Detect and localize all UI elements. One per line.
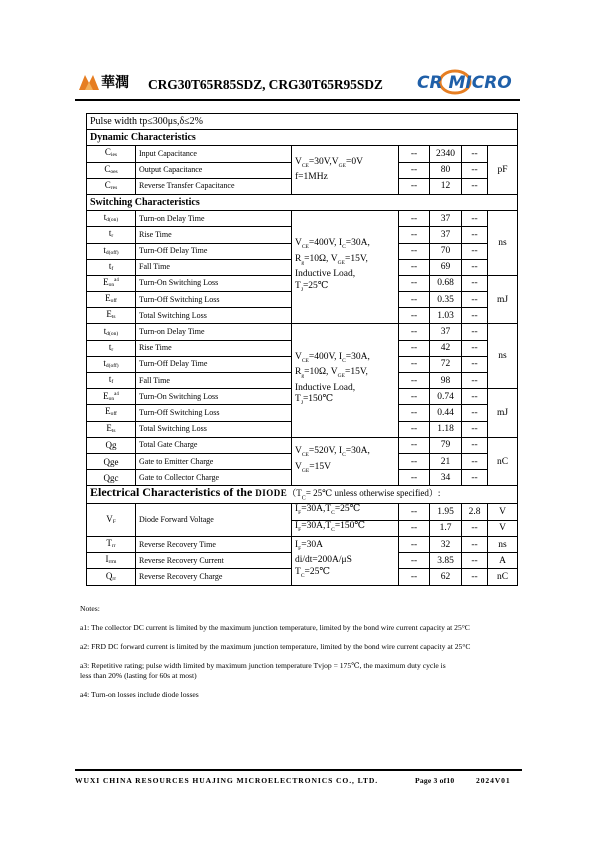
max-value: -- — [462, 537, 488, 553]
test-condition — [292, 146, 399, 195]
parameter-name: Fall Time — [136, 259, 292, 275]
max-value: -- — [462, 146, 488, 162]
switching-section-row — [87, 194, 518, 210]
condition-part: f=1MHz — [295, 172, 328, 183]
symbol: E — [106, 422, 112, 433]
max-value: -- — [462, 227, 488, 243]
min-value: -- — [399, 211, 430, 227]
symbol: E — [103, 390, 109, 401]
condition-part: =25℃ — [302, 280, 329, 291]
min-value: -- — [399, 259, 430, 275]
symbol-cell — [87, 504, 136, 537]
footer-page-number: Page 3 of10 — [415, 776, 455, 785]
diode-section-row — [87, 486, 518, 504]
parameter-name: Turn-Off Delay Time — [136, 356, 292, 372]
typ-value: 37 — [430, 211, 462, 227]
parameter-name: Total Switching Loss — [136, 421, 292, 437]
symbol: t — [108, 260, 112, 271]
parameter-name: Gate to Emitter Charge — [136, 453, 292, 469]
symbol-sup: a4 — [114, 391, 119, 397]
min-value: -- — [399, 324, 430, 340]
parameter-name: Fall Time — [136, 373, 292, 389]
header-rule — [75, 99, 520, 101]
unit-cell: V — [488, 504, 518, 520]
max-value: -- — [462, 292, 488, 308]
symbol-cell — [87, 324, 136, 340]
symbol: Q — [105, 570, 113, 581]
max-value: -- — [462, 162, 488, 178]
diode-vf-row — [87, 504, 518, 520]
condition-part: C — [342, 357, 346, 364]
note-a4: a4: Turn-on losses include diode losses — [80, 690, 199, 699]
unit-cell: ns — [488, 324, 518, 389]
typ-value: 32 — [430, 537, 462, 553]
min-value: -- — [399, 373, 430, 389]
symbol: t — [103, 212, 107, 223]
note-a3: a3: Repetitive rating; pulse width limited by maximum junction temperature Tvjop = 175℃, the maximum duty cycle is — [80, 661, 446, 670]
max-value: -- — [462, 243, 488, 259]
parameter-name: Reverse Transfer Capacitance — [136, 178, 292, 194]
condition-part: V — [295, 351, 302, 362]
switching-25c-rows — [87, 211, 518, 324]
symbol-sub: d(off) — [105, 249, 119, 256]
page-header — [75, 66, 520, 106]
condition-part: GE — [337, 259, 345, 266]
unit-cell: pF — [488, 146, 518, 195]
condition-part: =10Ω, V — [304, 367, 338, 378]
typ-value: 79 — [430, 437, 462, 453]
min-value: -- — [399, 308, 430, 324]
typ-value: 1.18 — [430, 421, 462, 437]
footer-version: 2024V01 — [476, 776, 511, 785]
condition-part: di/dt=200A/μS — [295, 555, 352, 566]
condition-part: =15V — [309, 461, 331, 472]
parameter-name: Output Capacitance — [136, 162, 292, 178]
max-value: -- — [462, 356, 488, 372]
condition-part: g — [301, 373, 305, 380]
symbol-cell — [87, 553, 136, 569]
symbol-sub: d(on) — [106, 217, 119, 224]
typ-value: 0.74 — [430, 389, 462, 405]
symbol-cell — [87, 340, 136, 356]
test-condition — [292, 520, 399, 536]
parameter-name: Total Switching Loss — [136, 308, 292, 324]
max-value: -- — [462, 421, 488, 437]
condition-part: =150℃ — [302, 394, 334, 405]
note-a2: a2: FRD DC forward current is limited by the maximum junction temperature, limited by the bond wire current capacity at 25°C — [80, 642, 471, 651]
condition-part: F — [298, 526, 302, 533]
condition-part: V — [295, 156, 302, 167]
document-title: CRG30T65R85SDZ, CRG30T65R95SDZ — [148, 77, 383, 92]
symbol-cell — [87, 178, 136, 194]
condition-part: =30V,V — [308, 156, 339, 167]
condition-part: =30A, — [345, 238, 370, 249]
condition-part: =10Ω, V — [304, 253, 338, 264]
parameter-name: Reverse Recovery Current — [136, 553, 292, 569]
symbol: T — [106, 538, 112, 549]
max-value: -- — [462, 569, 488, 585]
typ-value: 98 — [430, 373, 462, 389]
diode-section-title: Electrical Characteristics of the $DIODE(T_C=$ 25℃ unless otherwise specified）: — [87, 486, 518, 504]
symbol-cell — [87, 211, 136, 227]
condition-part: I — [295, 520, 299, 531]
switching-section-title: Switching Characteristics — [87, 194, 518, 210]
min-value: -- — [399, 405, 430, 421]
unit-cell: ns — [488, 211, 518, 276]
switching-150c-rows — [87, 324, 518, 437]
condition-part: GE — [301, 467, 310, 474]
condition-part: =400V, I — [308, 351, 343, 362]
parameter-name: Reverse Recovery Charge — [136, 569, 292, 585]
max-value: -- — [462, 520, 488, 536]
typ-value: 21 — [430, 453, 462, 469]
dynamic-section-row — [87, 130, 518, 146]
condition-part: T — [295, 394, 301, 405]
symbol-sub: rrm — [108, 559, 117, 566]
condition-part: CE — [301, 452, 309, 459]
symbol: V — [106, 513, 113, 524]
condition-part: T — [295, 566, 301, 577]
symbol-cell — [87, 146, 136, 162]
symbol: t — [103, 325, 107, 336]
symbol-cell — [87, 356, 136, 372]
typ-value: 37 — [430, 324, 462, 340]
typ-value: 12 — [430, 178, 462, 194]
symbol-cell — [87, 162, 136, 178]
huajing-logo-icon — [77, 70, 145, 92]
min-value: -- — [399, 243, 430, 259]
dynamic-rows — [87, 146, 518, 195]
max-value: -- — [462, 453, 488, 469]
symbol-cell — [87, 259, 136, 275]
symbol: C — [104, 147, 111, 158]
symbol-cell — [87, 405, 136, 421]
condition-part: C — [342, 452, 346, 459]
symbol: t — [108, 228, 112, 239]
symbol-sub: ts — [111, 427, 116, 434]
symbol-cell — [87, 389, 136, 405]
symbol-sub: ies — [110, 152, 118, 159]
test-condition — [292, 437, 399, 486]
symbol-cell — [87, 421, 136, 437]
typ-value: 42 — [430, 340, 462, 356]
typ-value: 80 — [430, 162, 462, 178]
condition-part: Inductive Load, — [295, 269, 356, 280]
symbol-sub: oes — [110, 168, 118, 175]
symbol-cell — [87, 292, 136, 308]
symbol: t — [103, 244, 106, 255]
min-value: -- — [399, 162, 430, 178]
min-value: -- — [399, 537, 430, 553]
symbol-cell — [87, 569, 136, 585]
min-value: -- — [399, 437, 430, 453]
unit-cell: ns — [488, 537, 518, 553]
min-value: -- — [399, 389, 430, 405]
typ-value: 1.03 — [430, 308, 462, 324]
pulse-width-note: Pulse width tp≤300μs,δ≤2% — [87, 114, 518, 130]
max-value: -- — [462, 324, 488, 340]
typ-value: 0.44 — [430, 405, 462, 421]
unit-cell: A — [488, 553, 518, 569]
max-value: -- — [462, 373, 488, 389]
condition-part: J — [300, 399, 303, 406]
condition-part: CE — [301, 162, 309, 169]
test-condition — [292, 211, 399, 324]
parameter-name: Total Gate Charge — [136, 437, 292, 453]
condition-part: =25℃ — [304, 566, 330, 577]
min-value: -- — [399, 178, 430, 194]
max-value: -- — [462, 437, 488, 453]
notes-title: Notes: — [80, 604, 100, 613]
typ-value: 34 — [430, 470, 462, 486]
condition-part: GE — [338, 162, 346, 169]
symbol-sub: off — [110, 298, 117, 305]
min-value: -- — [399, 453, 430, 469]
max-value: -- — [462, 211, 488, 227]
condition-part: V — [295, 446, 302, 457]
parameter-name: Turn-Off Switching Loss — [136, 405, 292, 421]
symbol-sub: off — [110, 411, 117, 418]
condition-part: C — [300, 572, 305, 579]
condition-part: I — [295, 504, 299, 515]
symbol-cell: Qg — [87, 437, 136, 453]
symbol-cell — [87, 275, 136, 291]
condition-part: V — [295, 238, 302, 249]
diode-recovery-row — [87, 537, 518, 553]
test-condition — [292, 324, 399, 437]
notes-section — [80, 604, 530, 709]
condition-part: =150℃ — [334, 520, 366, 531]
parameter-name: Turn-Off Delay Time — [136, 243, 292, 259]
condition-part: =15V, — [344, 367, 368, 378]
typ-value: 62 — [430, 569, 462, 585]
min-value: -- — [399, 504, 430, 520]
logo-left-text: 華潤 — [101, 75, 129, 91]
gate-charge-row — [87, 437, 518, 453]
unit-cell: nC — [488, 569, 518, 585]
max-value: -- — [462, 178, 488, 194]
condition-part: =0V — [345, 156, 363, 167]
symbol-sub: d(off) — [105, 362, 119, 369]
max-value: -- — [462, 308, 488, 324]
condition-part: R — [295, 253, 302, 264]
parameter-name: Turn-on Delay Time — [136, 211, 292, 227]
min-value: -- — [399, 227, 430, 243]
symbol: t — [108, 341, 112, 352]
typ-value: 1.95 — [430, 504, 462, 520]
parameter-name: Turn-On Switching Loss — [136, 275, 292, 291]
symbol-sub: f — [111, 379, 114, 386]
condition-part: =25℃ — [334, 504, 361, 515]
typ-value: 69 — [430, 259, 462, 275]
min-value: -- — [399, 356, 430, 372]
condition-part: V — [295, 461, 302, 472]
min-value: -- — [399, 340, 430, 356]
parameter-name: Gate to Collector Charge — [136, 470, 292, 486]
condition-part: =520V, I — [308, 446, 343, 457]
condition-part: C — [331, 510, 335, 517]
condition-part: =30A,T — [301, 504, 332, 515]
symbol: t — [103, 357, 106, 368]
symbol-sub: on — [108, 395, 115, 402]
symbol: E — [105, 293, 111, 304]
parameter-name: Turn-On Switching Loss — [136, 389, 292, 405]
min-value: -- — [399, 146, 430, 162]
note-a3-continued: less than 20% (lasting for 60s at most) — [80, 671, 197, 680]
parameter-name: Input Capacitance — [136, 146, 292, 162]
symbol-sub: res — [110, 184, 118, 191]
typ-value: 1.7 — [430, 520, 462, 536]
condition-part: =400V, I — [308, 238, 343, 249]
dynamic-row — [87, 146, 518, 162]
symbol-sub: ts — [111, 314, 116, 321]
condition-part: I — [295, 539, 299, 550]
symbol-cell: Qgc — [87, 470, 136, 486]
condition-part: F — [298, 545, 302, 552]
typ-value: 2340 — [430, 146, 462, 162]
unit-cell: V — [488, 520, 518, 536]
symbol-cell — [87, 227, 136, 243]
symbol: t — [108, 374, 112, 385]
symbol-sub: rr — [112, 575, 117, 582]
symbol-sub: d(on) — [106, 330, 119, 337]
parameter-name: Turn-Off Switching Loss — [136, 292, 292, 308]
condition-part: =30A, — [345, 351, 370, 362]
min-value: -- — [399, 569, 430, 585]
max-value: -- — [462, 470, 488, 486]
condition-part: J — [300, 286, 303, 293]
max-value: -- — [462, 405, 488, 421]
max-value: -- — [462, 259, 488, 275]
min-value: -- — [399, 553, 430, 569]
min-value: -- — [399, 470, 430, 486]
typ-value: 72 — [430, 356, 462, 372]
symbol: I — [105, 554, 109, 565]
condition-part: C — [342, 244, 346, 251]
parameter-name: Diode Forward Voltage — [136, 504, 292, 537]
parameter-name: Reverse Recovery Time — [136, 537, 292, 553]
symbol: E — [103, 277, 109, 288]
parameter-name: Rise Time — [136, 340, 292, 356]
unit-cell: mJ — [488, 275, 518, 324]
max-value: 2.8 — [462, 504, 488, 520]
condition-part: CE — [301, 244, 309, 251]
min-value: -- — [399, 292, 430, 308]
switching-row — [87, 324, 518, 340]
test-condition — [292, 504, 399, 520]
condition-part: g — [301, 259, 305, 266]
min-value: -- — [399, 421, 430, 437]
symbol: C — [104, 179, 111, 190]
max-value: -- — [462, 275, 488, 291]
condition-part: GE — [337, 373, 345, 380]
footer-rule — [75, 769, 522, 771]
crmicro-logo-icon — [415, 69, 515, 95]
parameter-name: Rise Time — [136, 227, 292, 243]
gate-charge-rows — [87, 437, 518, 486]
max-value: -- — [462, 340, 488, 356]
condition-part: CE — [301, 357, 309, 364]
typ-value: 37 — [430, 227, 462, 243]
diode-rows — [87, 504, 518, 585]
condition-part: T — [295, 280, 301, 291]
test-condition — [292, 537, 399, 586]
condition-part: C — [331, 526, 335, 533]
symbol-cell — [87, 373, 136, 389]
symbol-sub: F — [112, 518, 116, 525]
pulse-width-row — [87, 114, 518, 130]
unit-cell: nC — [488, 437, 518, 486]
switching-row — [87, 211, 518, 227]
symbol-cell — [87, 308, 136, 324]
dynamic-section-title: Dynamic Characteristics — [87, 130, 518, 146]
symbol-sup: a4 — [114, 278, 119, 284]
condition-part: F — [298, 510, 302, 517]
typ-value: 0.68 — [430, 275, 462, 291]
condition-part: =15V, — [344, 253, 368, 264]
condition-part: R — [295, 367, 302, 378]
symbol-sub: on — [108, 282, 115, 289]
symbol-sub: f — [111, 265, 114, 272]
max-value: -- — [462, 389, 488, 405]
max-value: -- — [462, 553, 488, 569]
condition-part: =30A,T — [301, 520, 332, 531]
characteristics-table — [86, 113, 518, 586]
condition-part: =30A, — [345, 446, 370, 457]
note-a1: a1: The collector DC current is limited by the maximum junction temperature, limited by the bond wire current capacity at 25°C — [80, 623, 470, 632]
parameter-name: Turn-on Delay Time — [136, 324, 292, 340]
symbol-cell — [87, 243, 136, 259]
symbol-cell — [87, 537, 136, 553]
symbol: E — [105, 406, 111, 417]
typ-value: 70 — [430, 243, 462, 259]
condition-part: =30A — [301, 539, 323, 550]
logo-right-text: CR MICRO — [417, 73, 512, 93]
typ-value: 3.85 — [430, 553, 462, 569]
min-value: -- — [399, 275, 430, 291]
symbol: C — [104, 163, 111, 174]
min-value: -- — [399, 520, 430, 536]
typ-value: 0.35 — [430, 292, 462, 308]
footer-company: WUXI CHINA RESOURCES HUAJING MICROELECTRONICS CO., LTD. — [75, 776, 379, 785]
symbol-sub: r — [111, 233, 114, 240]
unit-cell: mJ — [488, 389, 518, 438]
symbol-sub: r — [111, 346, 114, 353]
symbol: E — [106, 309, 112, 320]
symbol-sub: rr — [111, 543, 116, 550]
symbol-cell: Qge — [87, 453, 136, 469]
condition-part: Inductive Load, — [295, 382, 356, 393]
